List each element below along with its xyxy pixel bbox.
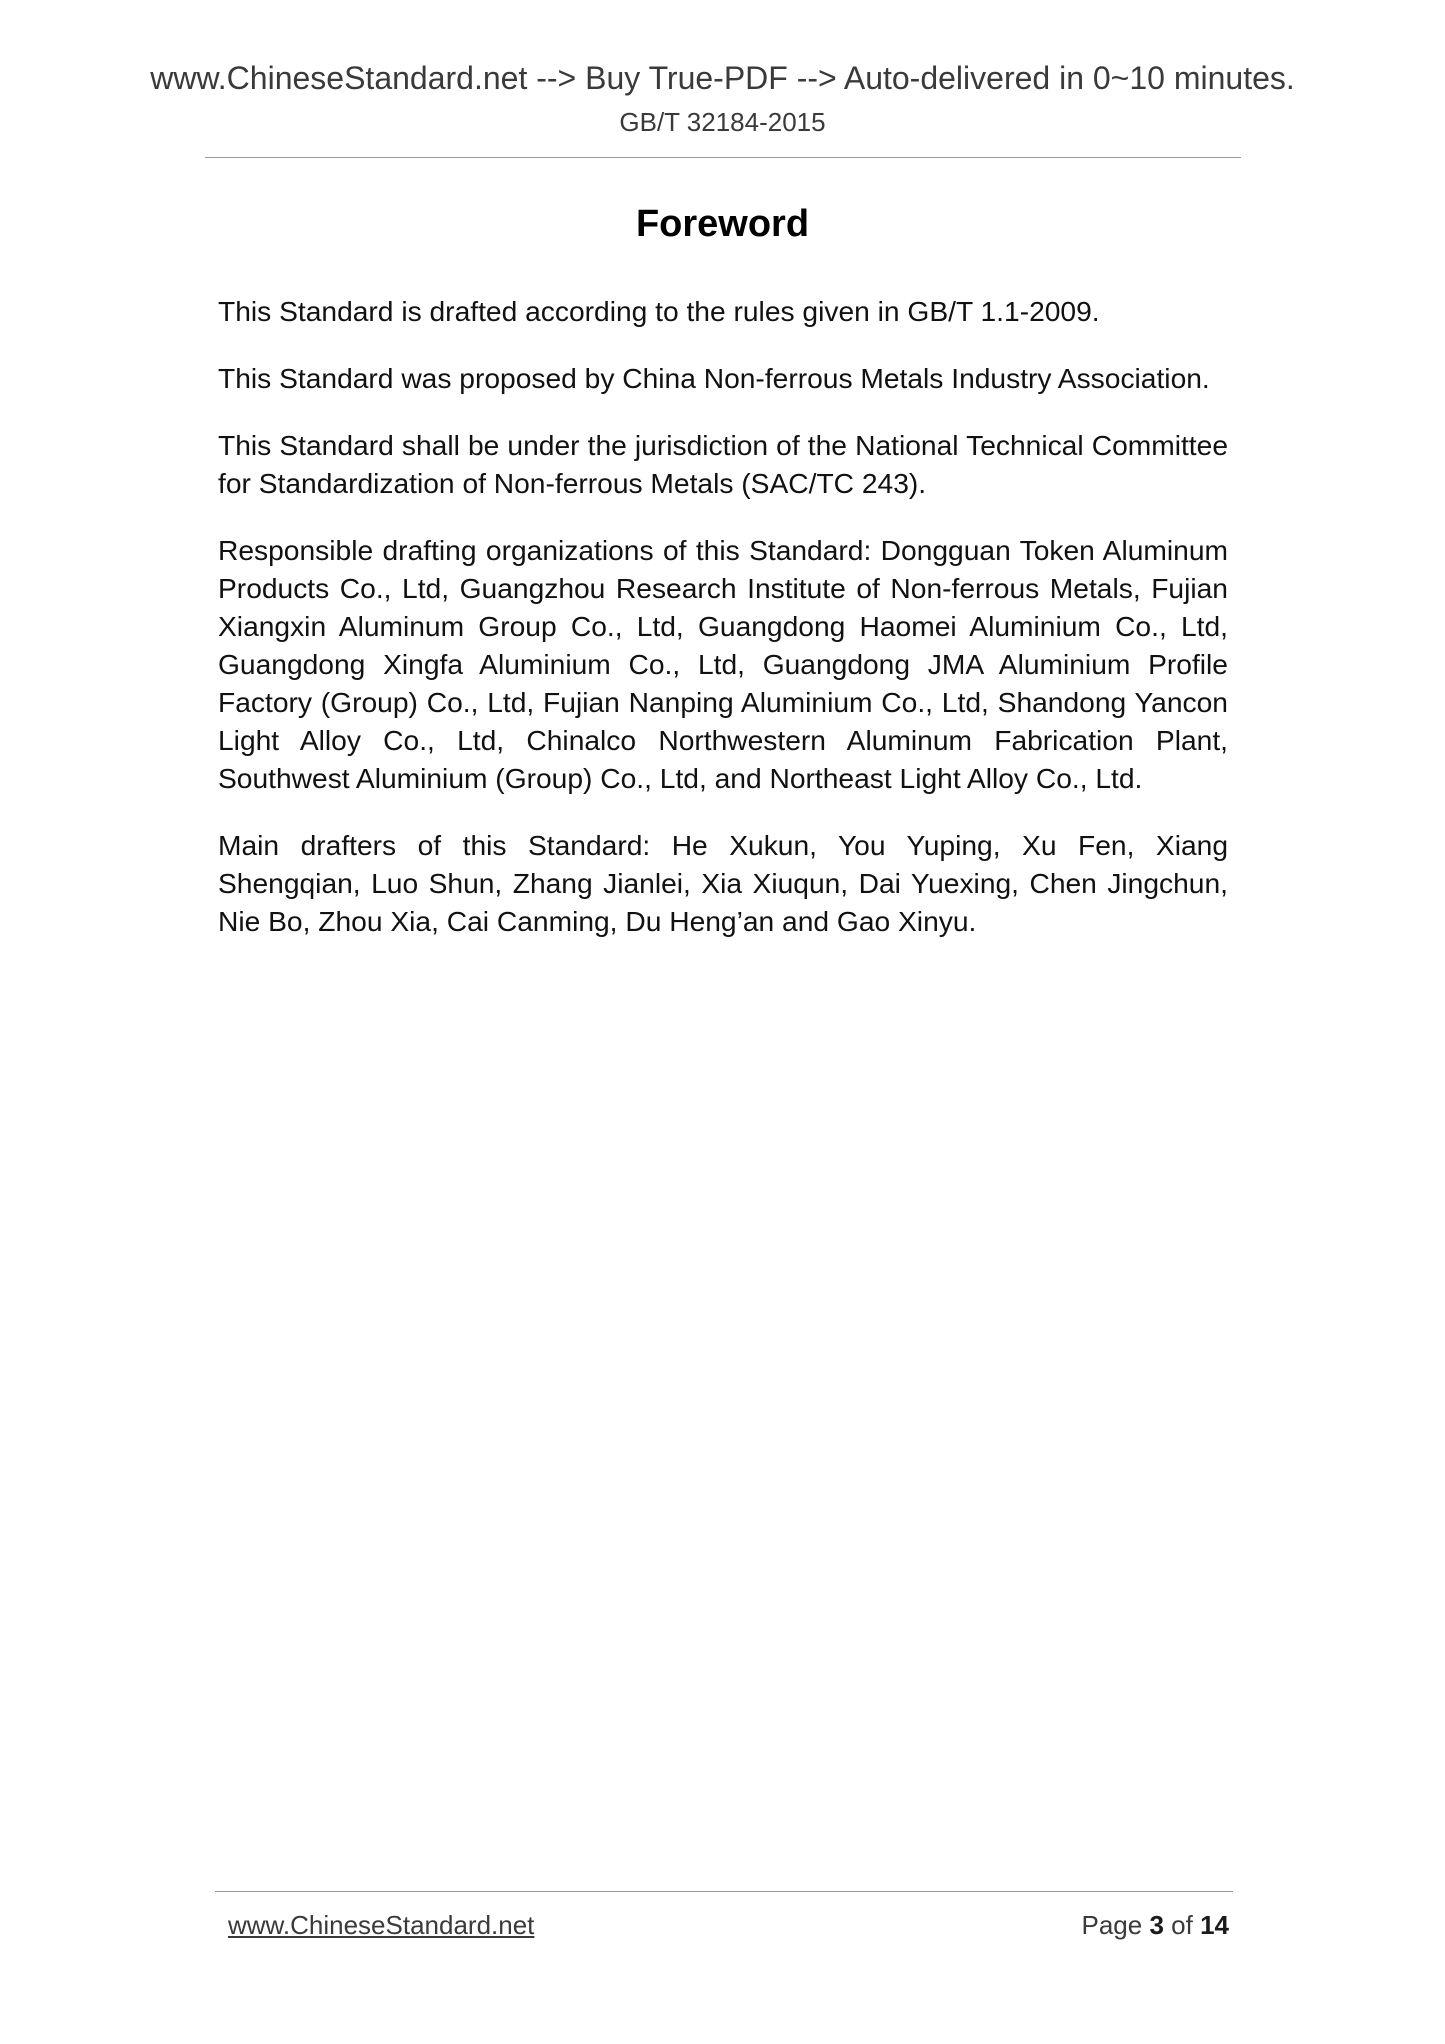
foreword-body (218, 292, 1228, 969)
page-total: 14 (1200, 1910, 1229, 1940)
footer-website-link[interactable]: www.ChineseStandard.net (228, 1910, 535, 1940)
footer-divider (215, 1891, 1233, 1892)
paragraph-main-drafters: Main drafters of this Standard: He Xukun, You Yuping, Xu Fen, Xiang Shengqian, Luo Shun, Zhang Jianlei, Xia Xiuqun, Dai Yuexing, Chen Jingchun, Nie Bo, Zhou Xia, Cai Canming, Du Heng’an and Gao Xinyu. (218, 829, 1228, 937)
document-code: GB/T 32184-2015 (619, 107, 826, 137)
paragraph-drafting-organizations: Responsible drafting organizations of this Standard: Dongguan Token Aluminum Products Co., Ltd, Guangzhou Research Institute of Non-ferrous Metals, Fujian Xiangxin Aluminum Group Co., Ltd, Guangdong Haomei Aluminium Co., Ltd, Guangdong Xingfa Aluminium Co., Ltd, Guangdong JMA Aluminium Profile Factory (Group) Co., Ltd, Fujian Nanping Aluminium Co., Ltd, Shandong Yancon Light Alloy Co., Ltd, Chinalco Northwestern Aluminum Fabrication Plant, Southwest Aluminium (Group) Co., Ltd, and Northeast Light Alloy Co., Ltd. (218, 534, 1228, 794)
top-banner: www.ChineseStandard.net --> Buy True-PDF --> Auto-delivered in 0~10 minutes. (150, 60, 1295, 96)
paragraph-drafting-rules: This Standard is drafted according to the rules given in GB/T 1.1-2009. (218, 295, 1100, 327)
paragraph-proposed-by: This Standard was proposed by China Non-ferrous Metals Industry Association. (218, 362, 1210, 394)
page-prefix: Page (1081, 1910, 1143, 1940)
page-of: of (1171, 1910, 1193, 1940)
header-divider (205, 157, 1241, 158)
page-title: Foreword (635, 203, 810, 245)
paragraph-jurisdiction: This Standard shall be under the jurisdiction of the National Technical Committee for Standardization of Non-ferrous Metals (SAC/TC 243). (218, 429, 1228, 499)
page-number (1081, 1908, 1229, 1942)
page-current: 3 (1149, 1910, 1164, 1940)
